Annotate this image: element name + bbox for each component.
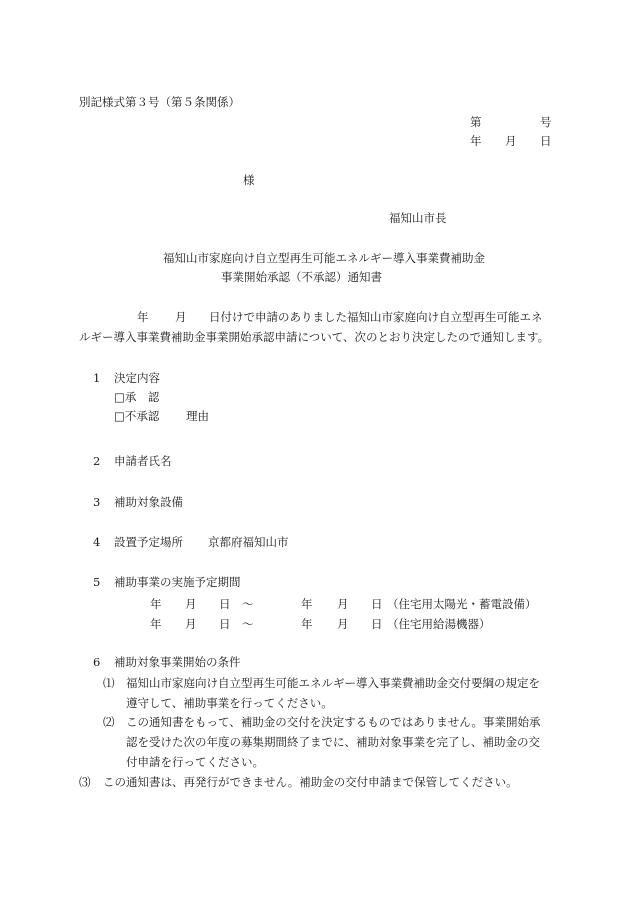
condition-2-line-1: この通知書をもって、補助金の交付を決定するものではありません。事業開始承 (126, 715, 541, 729)
sender-name: 福知山市長 (389, 211, 447, 225)
condition-3-line-1: この通知書は、再発行ができません。補助金の交付申請まで保管してください。 (103, 775, 518, 789)
condition-3-number: ⑶ (79, 775, 91, 789)
section-2-label: 申請者氏名 (114, 454, 172, 468)
section-4-value: 京都府福知山市 (208, 535, 289, 549)
period-row-2-note: （住宅用給湯機器） (387, 617, 491, 631)
intro-month: 月 (175, 310, 187, 324)
period-row-1-start-year: 年 (150, 597, 162, 611)
condition-2-line-3: 付申請を行ってください。 (126, 754, 264, 769)
period-row-1-end-month: 月 (337, 597, 349, 611)
intro-day-text: 日付けで申請のありました福知山市家庭向け自立型再生可能エネ (209, 310, 543, 324)
reason-label: 理由 (186, 409, 209, 423)
period-row-2-start-month: 月 (185, 617, 197, 631)
addressee-honorific: 様 (243, 173, 255, 187)
title-line-1: 福知山市家庭向け自立型再生可能エネルギー導入事業費補助金 (163, 251, 485, 265)
section-2-number: 2 (93, 454, 101, 468)
form-label: 別記様式第３号（第５条関係） (79, 95, 240, 109)
section-1-label: 決定内容 (114, 371, 160, 385)
period-row-1-note: （住宅用太陽光・蓄電設備） (387, 597, 537, 611)
condition-1-text (126, 677, 558, 711)
section-5-number: 5 (93, 575, 101, 589)
section-6-number: 6 (93, 655, 101, 669)
period-row-2-start-year: 年 (150, 617, 162, 631)
section-6-label: 補助対象事業開始の条件 (114, 655, 241, 669)
period-row-2-tilde: 〜 (242, 617, 254, 631)
section-3-number: 3 (93, 495, 101, 509)
period-row-1-start-day: 日 (219, 597, 231, 611)
period-row-1-tilde: 〜 (242, 597, 254, 611)
disapprove-checkbox[interactable]: □不承認 (114, 409, 160, 423)
approve-checkbox[interactable]: □承 認 (114, 390, 160, 404)
condition-2-text (126, 716, 558, 769)
title-line-2: 事業開始承認（不承認）通知書 (221, 270, 382, 284)
number-prefix: 第 (470, 115, 482, 129)
section-3-label: 補助対象設備 (114, 495, 183, 509)
section-1-number: 1 (93, 371, 101, 385)
condition-1-number: ⑴ (103, 676, 115, 690)
period-row-1-end-day: 日 (371, 597, 383, 611)
date-month: 月 (505, 134, 517, 148)
period-row-2-start-day: 日 (219, 617, 231, 631)
intro-year: 年 (137, 310, 149, 324)
condition-1-line-2: 遵守して、補助事業を行ってください。 (126, 695, 333, 710)
period-row-2-end-year: 年 (301, 617, 313, 631)
period-row-2-end-month: 月 (337, 617, 349, 631)
condition-2-line-2: 認を受けた次の年度の募集期間終了までに、補助対象事業を完了し、補助金の交 (126, 734, 540, 749)
condition-1-line-1: 福知山市家庭向け自立型再生可能エネルギー導入事業費補助金交付要綱の規定を (126, 676, 540, 690)
date-year: 年 (470, 134, 482, 148)
date-day: 日 (540, 134, 552, 148)
period-row-1-start-month: 月 (185, 597, 197, 611)
intro-line-2: ルギー導入事業費補助金事業開始承認申請について、次のとおり決定したので通知します。 (79, 330, 550, 344)
period-row-2-end-day: 日 (371, 617, 383, 631)
section-5-label: 補助事業の実施予定期間 (114, 575, 241, 589)
condition-2-number: ⑵ (103, 715, 115, 729)
period-row-1-end-year: 年 (301, 597, 313, 611)
section-4-label: 設置予定場所 (114, 535, 183, 549)
number-suffix: 号 (540, 115, 552, 129)
section-4-number: 4 (93, 535, 101, 549)
